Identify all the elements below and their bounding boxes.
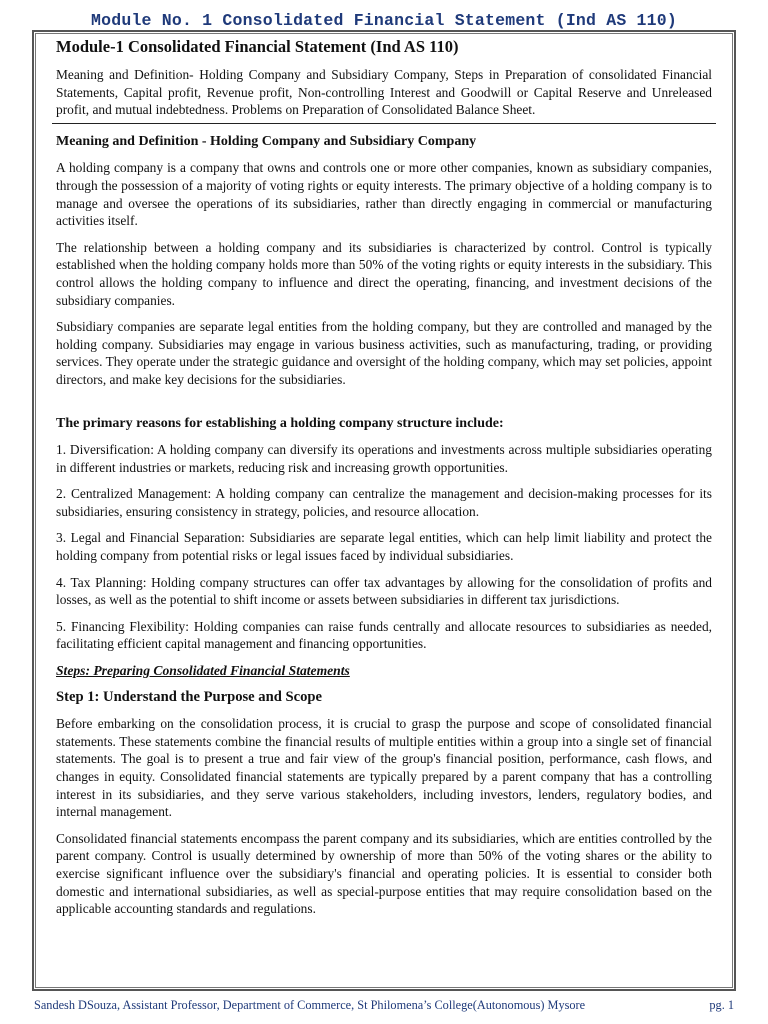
section-heading-reasons: The primary reasons for establishing a holding company structure include:: [56, 415, 504, 431]
document-title: Module-1 Consolidated Financial Statement (Ind AS 110): [56, 37, 459, 56]
paragraph: Consolidated financial statements encompass the parent company and its subsidiaries, which are entities controlled by the parent company. Control is usually determined by ownership of more than 50% of the voting shares or the ability to exercise significant influence over the subsidiary's financial and operating policies. It is essential to consider both domestic and international subsidiaries, as well as special-purpose entities that may require consolidation based on the applicable accounting standards and regulations.: [56, 830, 712, 917]
paragraph: A holding company is a company that owns and controls one or more other companies, known as subsidiary companies, through the possession of a majority of voting rights or equity interests. The primary objective of a holding company is to manage and oversee the operations of its subsidiaries, rather than directly engaging in commercial or manufacturing activities itself.: [56, 160, 712, 229]
section-heading-definition: Meaning and Definition - Holding Company and Subsidiary Company: [56, 133, 477, 149]
list-item: 3. Legal and Financial Separation: Subsidiaries are separate legal entities, which can help limit liability and protect the holding company from potential risks or legal issues faced by individual subsidiaries.: [56, 530, 712, 564]
list-item: 2. Centralized Management: A holding company can centralize the management and decision-making processes for its subsidiaries, ensuring consistency in strategy, policies, and resource allocation.: [56, 486, 712, 519]
page-footer: [34, 998, 734, 1013]
document-body: [56, 37, 712, 927]
paragraph: The relationship between a holding company and its subsidiaries is characterized by control. Control is typically established when the holding company holds more than 50% of the voting rights or equity interests in the subsidiary. This control allows the holding company to influence and direct the operating, financing, and investment decisions of the subsidiary companies.: [56, 239, 712, 308]
syllabus-summary: Meaning and Definition- Holding Company and Subsidiary Company, Steps in Preparation of consolidated Financial Statements, Capital profit, Revenue profit, Non-controlling Interest and Goodwill or Capital Reserve and Unreleased profit, and mutual indebtedness. Problems on Preparation of Consolidated Balance Sheet.: [56, 67, 712, 118]
paragraph: Before embarking on the consolidation process, it is crucial to grasp the purpose and scope of consolidated financial statements. These statements combine the financial results of multiple entities within a group into a single set of financial statements. The goal is to present a true and fair view of the group's financial position, performance, cash flows, and changes in equity. Consolidated financial statements are typically prepared by a parent company that has a controlling interest in its subsidiaries, and they serve various stakeholders, including investors, lenders, regulatory bodies, and internal management.: [56, 716, 712, 820]
vertical-spacer: [56, 398, 712, 415]
running-header-title: Module No. 1 Consolidated Financial Statement (Ind AS 110): [91, 11, 677, 30]
divider-rule: [52, 123, 716, 124]
list-item: 4. Tax Planning: Holding company structures can offer tax advantages by allowing for the consolidation of profits and losses, as well as the potential to shift income or assets between subsidiaries in different tax jurisdictions.: [56, 574, 712, 608]
steps-heading: Steps: Preparing Consolidated Financial Statements: [56, 663, 350, 679]
step-1-heading: Step 1: Understand the Purpose and Scope: [56, 688, 322, 705]
page-number: pg. 1: [709, 998, 734, 1012]
footer-author: Sandesh DSouza, Assistant Professor, Department of Commerce, St Philomena’s College(Autonomous) Mysore: [34, 998, 586, 1012]
list-item: 1. Diversification: A holding company can diversify its operations and investments across multiple subsidiaries operating in different industries or markets, reducing risk and increasing growth opportunities.: [56, 442, 712, 475]
list-item: 5. Financing Flexibility: Holding companies can raise funds centrally and allocate resources to subsidiaries as needed, facilitating efficient capital management and financing opportunities.: [56, 618, 712, 652]
paragraph: Subsidiary companies are separate legal entities from the holding company, but they are controlled and managed by the holding company. Subsidiaries may engage in various business activities, such as manufacturing, trading, or providing services. They operate under the strategic guidance and oversight of the holding company, which may set policies, appoint directors, and make key decisions for the subsidiaries.: [56, 319, 712, 387]
page-border-frame: [32, 30, 736, 991]
